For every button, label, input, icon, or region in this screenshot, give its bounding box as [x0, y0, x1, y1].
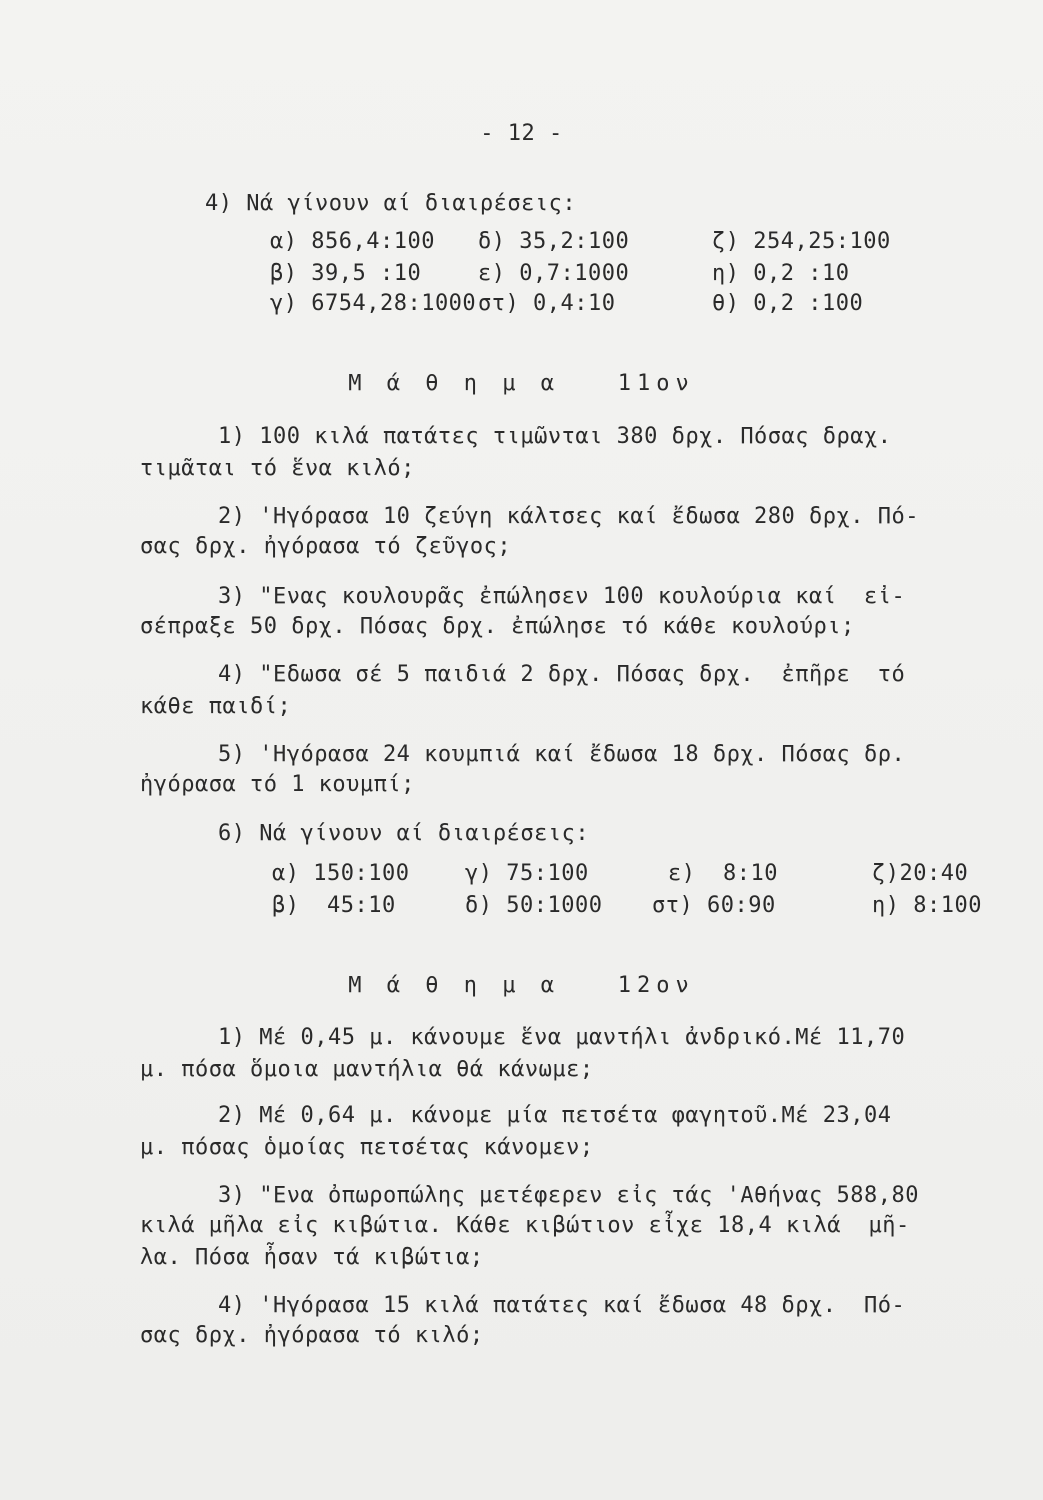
division-item: ε) 0,7:1000	[478, 261, 630, 286]
problem-line: 1) Μέ 0,45 μ. κάνουμε ἕνα μαντήλι ἀνδρικό.Μέ 11,70	[218, 1025, 906, 1050]
division-item: στ) 0,4:10	[478, 291, 616, 316]
problem-line: σας δρχ. ἠγόρασα τό ζεῦγος;	[140, 534, 512, 559]
intro-label: 4) Νά γίνουν αί διαιρέσεις:	[205, 191, 577, 216]
problem-line: 3) "Ενας κουλουρᾶς ἐπώλησεν 100 κουλούρια καί εἰ-	[218, 584, 906, 609]
division-item: α) 856,4:100	[270, 229, 435, 254]
division-item: α) 150:100	[272, 861, 410, 886]
division-item: δ) 35,2:100	[478, 229, 630, 254]
lesson-12-title: Μ ά θ η μ α 12ον	[348, 973, 695, 998]
division-item: γ) 75:100	[465, 861, 589, 886]
problem-line: σέπραξε 50 δρχ. Πόσας δρχ. ἐπώλησε τό κάθε κουλούρι;	[140, 614, 855, 639]
page-number: - 12 -	[480, 121, 563, 146]
problem-line: λα. Πόσα ἦσαν τά κιβώτια;	[140, 1245, 484, 1270]
division-item: γ) 6754,28:1000	[270, 291, 477, 316]
division-label: 6) Νά γίνουν αί διαιρέσεις:	[218, 821, 590, 846]
problem-line: 4) "Εδωσα σέ 5 παιδιά 2 δρχ. Πόσας δρχ. ἐπῆρε τό	[218, 662, 906, 687]
problem-line: κιλά μῆλα εἰς κιβώτια. Κάθε κιβώτιον εἶχε 18,4 κιλά μῆ-	[140, 1213, 910, 1238]
problem-line: ἠγόρασα τό 1 κουμπί;	[140, 772, 415, 797]
problem-line: 3) "Ενα ὀπωροπώλης μετέφερεν εἰς τάς 'Αθήνας 588,80	[218, 1183, 920, 1208]
division-item: ζ) 254,25:100	[712, 229, 891, 254]
division-item: β) 39,5 :10	[270, 261, 422, 286]
problem-line: 2) Μέ 0,64 μ. κάνομε μία πετσέτα φαγητοῦ.Μέ 23,04	[218, 1103, 892, 1128]
division-item: στ) 60:90	[652, 893, 776, 918]
lesson-11-title: Μ ά θ η μ α 11ον	[348, 371, 695, 396]
division-item: ζ)20:40	[872, 861, 969, 886]
division-item: ε) 8:10	[668, 861, 778, 886]
problem-line: μ. πόσας ὁμοίας πετσέτας κάνομεν;	[140, 1135, 594, 1160]
problem-line: 5) 'Ηγόρασα 24 κουμπιά καί ἔδωσα 18 δρχ. Πόσας δρ.	[218, 742, 906, 767]
problem-line: 4) 'Ηγόρασα 15 κιλά πατάτες καί ἔδωσα 48 δρχ. Πό-	[218, 1293, 906, 1318]
problem-line: μ. πόσα ὅμοια μαντήλια θά κάνωμε;	[140, 1057, 594, 1082]
problem-line: 1) 100 κιλά πατάτες τιμῶνται 380 δρχ. Πόσας δραχ.	[218, 424, 892, 449]
division-item: δ) 50:1000	[465, 893, 603, 918]
division-item: η) 8:100	[872, 893, 982, 918]
problem-line: σας δρχ. ἠγόρασα τό κιλό;	[140, 1323, 484, 1348]
division-item: θ) 0,2 :100	[712, 291, 864, 316]
problem-line: τιμᾶται τό ἕνα κιλό;	[140, 456, 415, 481]
problem-line: κάθε παιδί;	[140, 694, 292, 719]
problem-line: 2) 'Ηγόρασα 10 ζεύγη κάλτσες καί ἔδωσα 280 δρχ. Πό-	[218, 504, 920, 529]
division-item: β) 45:10	[272, 893, 396, 918]
division-item: η) 0,2 :10	[712, 261, 850, 286]
